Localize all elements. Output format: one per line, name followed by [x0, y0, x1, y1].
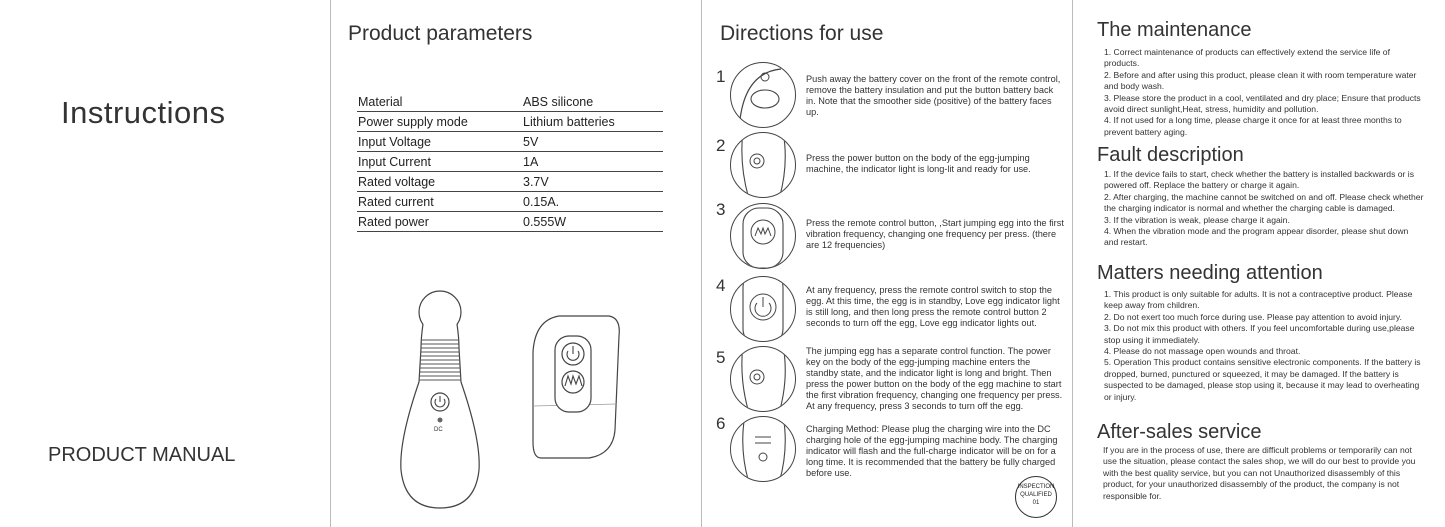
dc-label: DC — [434, 427, 443, 433]
list-item: 2. Before and after using this product, please clean it with room temperature water and body wash. — [1104, 69, 1417, 92]
param-key: Power supply mode — [357, 112, 522, 132]
maintenance-list — [1101, 47, 1424, 138]
list-item: 1. Correct maintenance of products can effectively extend the service life of products. — [1104, 47, 1390, 69]
directions-heading: Directions for use — [720, 22, 884, 45]
step-number: 1 — [716, 67, 726, 86]
list-item: 3. Do not mix this product with others. If you feel uncomfortable during use,please stop using it immediately. — [1104, 323, 1415, 345]
step-text: Push away the battery cover on the front of the remote control, remove the battery insulation and put the button battery back in. Note that the smoother side (positive) of the battery faces up. — [806, 74, 1061, 117]
attention-list — [1101, 289, 1424, 403]
table-row — [357, 112, 663, 132]
direction-step — [702, 276, 1072, 346]
maintenance-heading: The maintenance — [1097, 19, 1252, 41]
parameters-panel — [331, 0, 701, 527]
direction-step — [702, 414, 1072, 488]
direction-step — [702, 200, 1072, 273]
list-item: 1. This product is only suitable for adults. It is not a contraceptive product. Please keep away from children. — [1104, 289, 1413, 311]
table-row — [357, 92, 663, 112]
step-text: At any frequency, press the remote control switch to stop the egg. At this time, the egg is in standby, Love egg indicator light is still long, and then long press the remote control button 2 seconds to turn off the egg, Love egg indicator lights out. — [806, 285, 1060, 328]
step-text: Charging Method: Please plug the charging wire into the DC charging hole of the egg-jumping machine body. The charging indicator will flash and the full-charge indicator will be on for a long time. It is recommended that the battery be fully charged before use. — [806, 424, 1058, 478]
param-key: Input Voltage — [357, 132, 522, 152]
table-row — [357, 152, 663, 172]
remote-control-illustration — [529, 312, 625, 462]
param-key: Rated voltage — [357, 172, 522, 192]
table-row — [357, 132, 663, 152]
param-value: 0.555W — [522, 212, 663, 232]
step-illustration — [730, 203, 796, 269]
step-illustration — [730, 346, 796, 412]
param-key: Rated power — [357, 212, 522, 232]
table-row — [357, 212, 663, 232]
param-value: ABS silicone — [522, 92, 663, 112]
step-illustration — [730, 276, 796, 342]
direction-step — [702, 136, 1072, 206]
step-number: 5 — [716, 348, 726, 367]
fault-heading: Fault description — [1097, 144, 1244, 166]
step-number: 2 — [716, 136, 726, 155]
directions-panel — [702, 0, 1072, 527]
stamp-line: INSPECTION — [1017, 484, 1055, 490]
maintenance-panel — [1073, 0, 1445, 527]
aftersales-heading: After-sales service — [1097, 421, 1262, 443]
param-value: 0.15A. — [522, 192, 663, 212]
list-item: 1. If the device fails to start, check whether the battery is installed backwards or is powered off. Replace the battery or charge it again. — [1104, 169, 1414, 191]
list-item: 4. Please do not massage open wounds and throat. — [1104, 346, 1301, 357]
param-key: Material — [357, 92, 522, 112]
stamp-line: QUALIFIED — [1020, 492, 1052, 498]
step-illustration — [730, 132, 796, 198]
param-value: 3.7V — [522, 172, 663, 192]
step-text: The jumping egg has a separate control function. The power key on the body of the egg-jumping machine enters the standby state, and the indicator light is long and bright. Then press the power button on the body of the egg machine to start the first vibration frequency, changing one frequency per press. At any frequency, press 3 seconds to turn off the egg. — [806, 346, 1063, 411]
step-number: 3 — [716, 200, 726, 219]
step-text: Press the remote control button, ,Start jumping egg into the first vibration frequency, changing one frequency per press. (there are 12 frequencies) — [806, 218, 1064, 250]
list-item: 4. If not used for a long time, please charge it once for at least three months to prevent battery aging. — [1104, 115, 1402, 137]
param-key: Input Current — [357, 152, 522, 172]
cover-panel — [0, 0, 330, 527]
egg-device-illustration — [391, 290, 491, 512]
parameters-table — [357, 92, 663, 232]
list-item: 4. When the vibration mode and the program appear disorder, please shut down and restart. — [1104, 226, 1409, 248]
param-value: 1A — [522, 152, 663, 172]
direction-step — [702, 346, 1072, 416]
list-item: 3. If the vibration is weak, please charge it again. — [1104, 214, 1290, 225]
list-item: 2. After charging, the machine cannot be switched on and off. Please check whether the charging indicator is normal and whether the charging cable is damaged. — [1104, 191, 1424, 214]
list-item: 5. Operation This product contains sensitive electronic components. If the battery is dropped, burned, punctured or squeezed, it may be damaged. If the battery is suspected to be damaged, please stop using it, because it may lead to overheating or injury. — [1104, 357, 1421, 402]
step-number: 6 — [716, 414, 726, 433]
table-row — [357, 192, 663, 212]
list-item: 3. Please store the product in a cool, ventilated and dry place; Ensure that products avoid direct sunlight,Heat, stress, humidity and pollution. — [1104, 92, 1421, 115]
table-row — [357, 172, 663, 192]
step-illustration — [730, 62, 796, 128]
cover-subtitle: PRODUCT MANUAL — [48, 444, 236, 466]
step-illustration — [730, 416, 796, 482]
cover-title: Instructions — [61, 95, 226, 130]
inspection-stamp — [1015, 476, 1057, 518]
direction-step — [702, 62, 1072, 132]
step-number: 4 — [716, 276, 726, 295]
stamp-line: 01 — [1032, 500, 1040, 506]
step-text: Press the power button on the body of the egg-jumping machine, the indicator light is long-lit and ready for use. — [806, 153, 1031, 174]
param-key: Rated current — [357, 192, 522, 212]
parameters-heading: Product parameters — [348, 22, 533, 45]
list-item: 2. Do not exert too much force during use. Please pay attention to avoid injury. — [1104, 311, 1402, 322]
param-value: 5V — [522, 132, 663, 152]
fault-list — [1101, 169, 1424, 249]
aftersales-text: If you are in the process of use, there are difficult problems or temporarily can not use the situation, please contact the sales shop, we will do our best to provide you with the best quality service, but you can not Unauthorized disassembly of this product, for your unauthorized disassembly of the product, the company is not responsible for. — [1103, 445, 1416, 501]
attention-heading: Matters needing attention — [1097, 262, 1323, 284]
param-value: Lithium batteries — [522, 112, 663, 132]
